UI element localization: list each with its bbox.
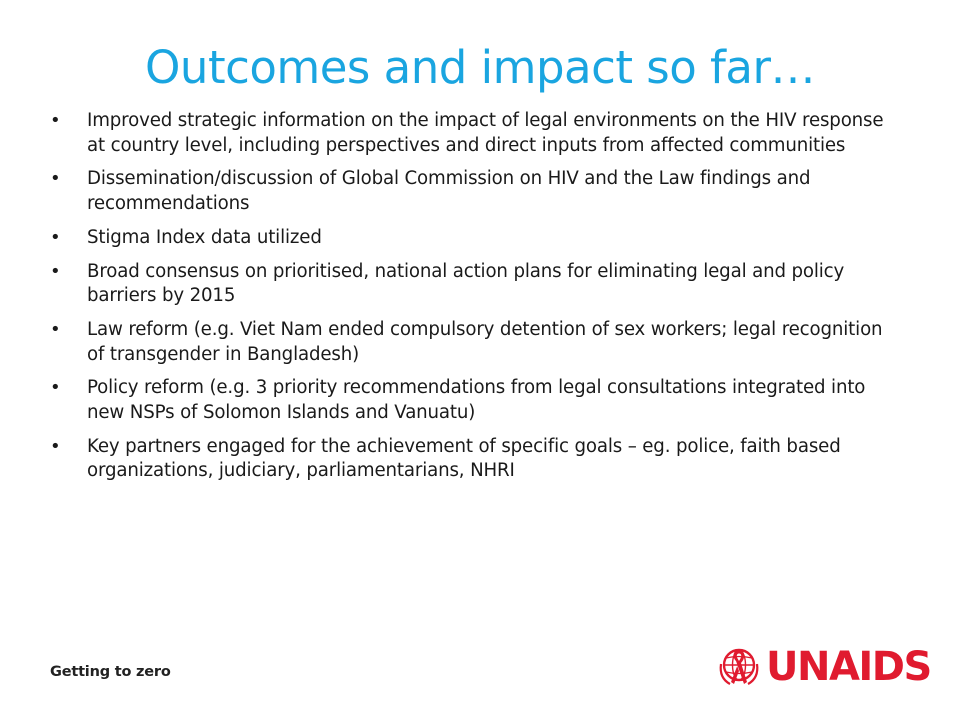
bullet-dot-icon: •: [50, 260, 61, 282]
bullet-item: [48, 226, 898, 251]
slide-title: Outcomes and impact so far…: [145, 41, 815, 94]
bullet-text: Broad consensus on prioritised, national action plans for eliminating legal and policy barriers by 2015: [87, 260, 845, 307]
bullet-dot-icon: •: [50, 110, 61, 131]
bullet-text: Stigma Index data utilized: [87, 226, 322, 248]
bullet-dot-icon: •: [50, 435, 61, 457]
bullet-text: Law reform (e.g. Viet Nam ended compulsory detention of sex workers; legal recognition of transgender in Bangladesh): [87, 318, 883, 365]
un-emblem-ribbon-icon: [716, 644, 762, 690]
bullet-text: Dissemination/discussion of Global Commission on HIV and the Law findings and recommendations: [87, 168, 811, 215]
bullet-item: [48, 260, 898, 309]
bullet-dot-icon: •: [50, 226, 61, 248]
bullet-text: Improved strategic information on the impact of legal environments on the HIV response at country level, including perspectives and direct inputs from affected communities: [87, 110, 884, 156]
logo-wordmark: UNAIDS: [766, 644, 931, 690]
bullet-item: [48, 109, 898, 158]
bullet-dot-icon: •: [50, 318, 61, 340]
bullet-list: [48, 109, 898, 493]
unaids-logo: [716, 641, 931, 693]
footer-tagline: Getting to zero: [50, 664, 171, 680]
bullet-dot-icon: •: [50, 377, 61, 399]
bullet-item: [48, 376, 898, 425]
bullet-item: [48, 167, 898, 216]
bullet-item: [48, 318, 898, 367]
bullet-dot-icon: •: [50, 168, 61, 190]
bullet-text: Key partners engaged for the achievement of specific goals – eg. police, faith based organizations, judiciary, parliamentarians, NHRI: [87, 435, 841, 482]
bullet-text: Policy reform (e.g. 3 priority recommendations from legal consultations integrated into new NSPs of Solomon Islands and Vanuatu): [87, 377, 866, 424]
bullet-item: [48, 435, 898, 484]
